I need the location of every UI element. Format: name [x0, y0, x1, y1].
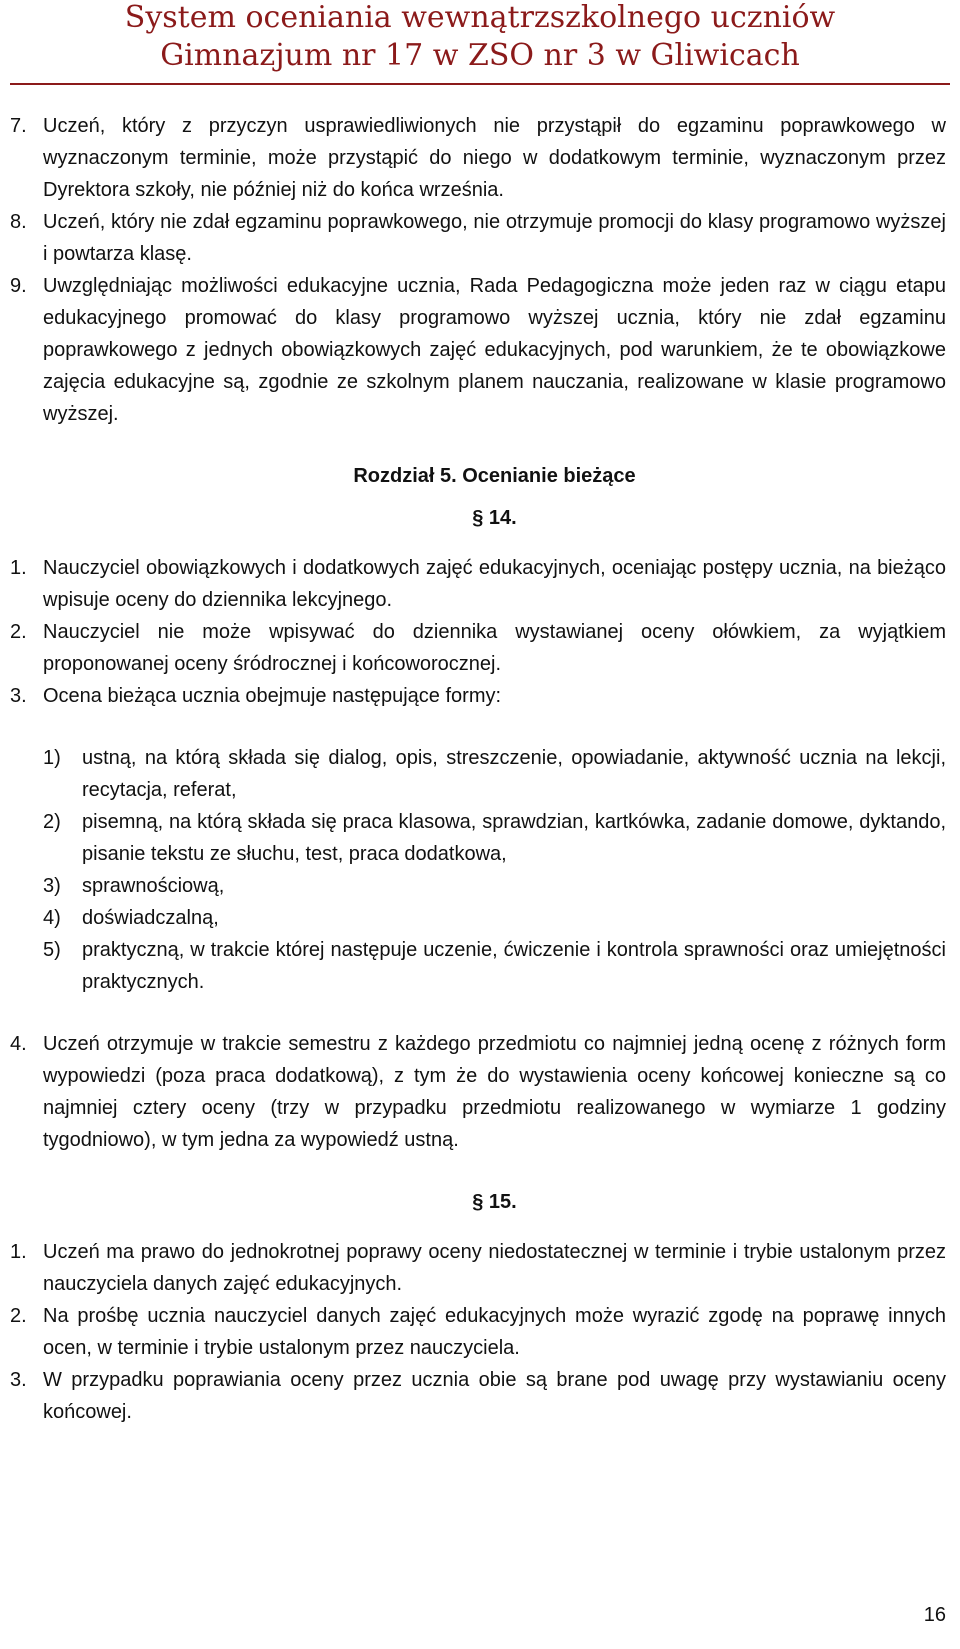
header-subtitle: Gimnazjum nr 17 w ZSO nr 3 w Gliwicach	[160, 38, 800, 73]
list-item	[10, 1236, 946, 1300]
sub-item-number: 4)	[43, 907, 61, 929]
item-text: Uczeń ma prawo do jednokrotnej poprawy oceny niedostatecznej w terminie i trybie ustalonym przez nauczyciela danych zajęć edukacyjnych.	[43, 1241, 946, 1295]
item-number: 8.	[10, 211, 27, 233]
page-number: 16	[923, 1604, 946, 1626]
sub-item-text: praktyczną, w trakcie której następuje uczenie, ćwiczenie i kontrola sprawności oraz umiejętności praktycznych.	[82, 939, 946, 993]
sub-item-number: 2)	[43, 811, 61, 833]
list-item	[10, 680, 946, 712]
list-item	[10, 206, 946, 270]
document-body	[10, 110, 946, 1428]
header-divider	[10, 83, 950, 85]
item-text: Uczeń, który z przyczyn usprawiedliwionych nie przystąpił do egzaminu poprawkowego w wyznaczonym terminie, może przystąpić do niego w dodatkowym terminie, wyznaczonym przez Dyrektora szkoły, nie później niż do końca września.	[43, 115, 946, 201]
item-text: W przypadku poprawiania oceny przez ucznia obie są brane pod uwagę przy wystawianiu oceny końcowej.	[43, 1369, 946, 1423]
header-title: System oceniania wewnątrzszkolnego uczniów	[124, 0, 836, 35]
list-item	[10, 270, 946, 430]
sub-list-item	[43, 934, 946, 998]
item-text: Uczeń otrzymuje w trakcie semestru z każdego przedmiotu co najmniej jedną ocenę z różnych form wypowiedzi (poza praca dodatkową), z tym że do wystawienia oceny końcowej konieczne są co najmniej cztery oceny (trzy w przypadku przedmiotu realizowanego w wymiarze 1 godziny tygodniowo), w tym jedna za wypowiedź ustną.	[43, 1033, 946, 1151]
list-item	[10, 1028, 946, 1156]
item-number: 9.	[10, 275, 27, 297]
sub-item-number: 3)	[43, 875, 61, 897]
item-number: 1.	[10, 557, 27, 579]
list-item	[10, 552, 946, 616]
sub-list-item	[43, 742, 946, 806]
item-number: 2.	[10, 621, 27, 643]
assessment-forms-list	[10, 742, 946, 998]
chapter-heading: Rozdział 5. Ocenianie bieżące	[353, 465, 636, 487]
sub-list-item	[43, 870, 946, 902]
item-number: 7.	[10, 115, 27, 137]
sub-item-number: 5)	[43, 939, 61, 961]
sub-item-text: sprawnościową,	[82, 875, 225, 897]
item-text: Uczeń, który nie zdał egzaminu poprawkowego, nie otrzymuje promocji do klasy programowo wyższej i powtarza klasę.	[43, 211, 946, 265]
item-text: Uwzględniając możliwości edukacyjne ucznia, Rada Pedagogiczna może jeden raz w ciągu etapu edukacyjnego promować do klasy programowo wyższej ucznia, który nie zdał egzaminu poprawkowego z jednych obowiązkowych zajęć edukacyjnych, pod warunkiem, że te obowiązkowe zajęcia edukacyjne są, zgodnie ze szkolnym planem nauczania, realizowane w klasie programowo wyższej.	[43, 275, 946, 425]
paragraph-heading: § 14.	[472, 507, 517, 529]
list-item	[10, 110, 946, 206]
item-number: 3.	[10, 685, 27, 707]
sub-list-item	[43, 806, 946, 870]
item-number: 4.	[10, 1033, 27, 1055]
list-item	[10, 616, 946, 680]
sub-item-text: pisemną, na którą składa się praca klasowa, sprawdzian, kartkówka, zadanie domowe, dyktando, pisanie tekstu ze słuchu, test, praca dodatkowa,	[82, 811, 946, 865]
list-item	[10, 1300, 946, 1364]
list-item	[10, 1364, 946, 1428]
item-number: 1.	[10, 1241, 27, 1263]
paragraph-heading: § 15.	[472, 1191, 517, 1213]
item-text: Na prośbę ucznia nauczyciel danych zajęć edukacyjnych może wyrazić zgodę na poprawę innych ocen, w terminie i trybie ustalonym przez nauczyciela.	[43, 1305, 946, 1359]
item-text: Nauczyciel obowiązkowych i dodatkowych zajęć edukacyjnych, oceniając postępy ucznia, na bieżąco wpisuje oceny do dziennika lekcyjnego.	[43, 557, 946, 611]
item-number: 2.	[10, 1305, 27, 1327]
sub-item-text: ustną, na którą składa się dialog, opis, streszczenie, opowiadanie, aktywność ucznia na lekcji, recytacja, referat,	[82, 747, 946, 801]
item-number: 3.	[10, 1369, 27, 1391]
page-header	[0, 0, 960, 78]
item-text: Ocena bieżąca ucznia obejmuje następujące formy:	[43, 685, 502, 707]
sub-item-number: 1)	[43, 747, 61, 769]
sub-list-item	[43, 902, 946, 934]
item-text: Nauczyciel nie może wpisywać do dziennika wystawianej oceny ołówkiem, za wyjątkiem proponowanej oceny śródrocznej i końcoworocznej.	[43, 621, 946, 675]
sub-item-text: doświadczalną,	[82, 907, 219, 929]
